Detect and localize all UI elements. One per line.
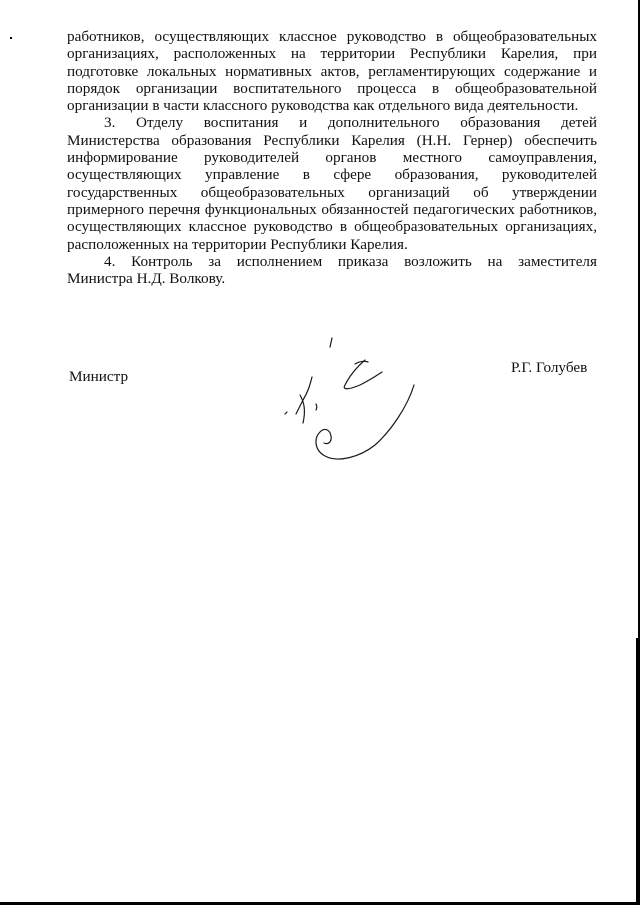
text-line: осуществляющих управление в сфере образования, руководителей [67,166,597,184]
text-line: организации в части классного руководства как отдельного вида деятельности. [67,97,579,115]
signatory-title: Министр [69,368,129,385]
text-line: 4. Контроль за исполнением приказа возложить на заместителя [104,252,597,270]
text-line: информирование руководителей органов местного самоуправления, [67,149,597,167]
body-text [67,28,597,287]
text-line: подготовке локальных нормативных актов, регламентирующих содержание и [67,62,597,80]
text-line: организациях, расположенных на территории Республики Карелия, при [67,45,597,63]
text-line: примерного перечня функциональных обязанностей педагогических работников, [67,200,597,218]
paragraph-continuation [67,28,597,114]
scan-edge-right-mark [636,638,640,905]
paragraph-4 [67,253,597,288]
text-line: порядок организации воспитательного процесса в общеобразовательной [67,79,597,97]
signatory-name: Р.Г. Голубев [511,359,588,376]
text-line: государственных общеобразовательных организаций об утверждении [67,183,597,201]
scan-speck [10,37,12,39]
handwritten-signature [270,330,440,465]
text-line: работников, осуществляющих классное руководство в общеобразовательных [67,28,597,45]
text-line: Министра Н.Д. Волкову. [67,270,226,288]
paragraph-3 [67,114,597,252]
text-line: осуществляющих классное руководство в общеобразовательных организациях, [67,218,597,236]
text-line: 3. Отделу воспитания и дополнительного образования детей [104,114,597,132]
text-line: Министерства образования Республики Карелия (Н.Н. Гернер) обеспечить [67,131,597,149]
text-line: расположенных на территории Республики Карелия. [67,235,408,253]
